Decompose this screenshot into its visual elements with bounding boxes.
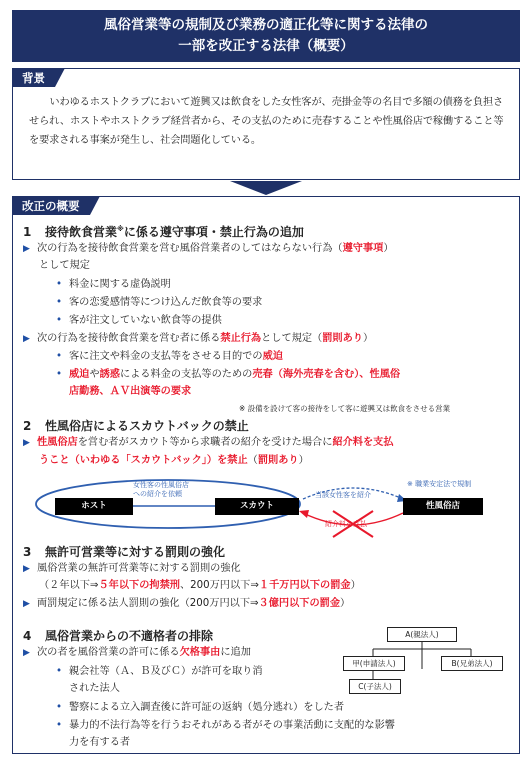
s2-b1-text-c: ） — [298, 455, 309, 466]
s4-b1-text-a: 次の者を風俗営業の許可に係る — [37, 647, 180, 658]
fee-label: 紹介料を支払 — [325, 520, 367, 528]
s1-item-4 — [49, 349, 283, 365]
s1-item-5-cont — [69, 384, 191, 400]
triangle-bullet-icon: ▶ — [23, 438, 30, 448]
s1-bullet-1-cont: として規定 — [39, 260, 90, 271]
overview-panel — [12, 196, 520, 754]
s3-l2-text-b: 、200万円以下⇒ — [179, 580, 259, 591]
section-2-heading — [23, 417, 249, 434]
dot-bullet-icon: • — [55, 351, 62, 362]
s4-item-1 — [49, 664, 263, 680]
s1-item-4-red: 威迫 — [262, 351, 283, 362]
s1-item-2-text: 客の恋愛感情等につけ込んだ飲食等の要求 — [69, 297, 263, 308]
dot-bullet-icon: • — [55, 702, 62, 713]
s4-item-1-text-a: 親会社等（Ａ、Ｂ及びＣ）が許可を取り消 — [69, 666, 263, 677]
title-line-1: 風俗営業等の規制及び業務の適正化等に関する法律の — [104, 17, 428, 33]
s1-item-2 — [49, 295, 262, 311]
scout-box: スカウト — [215, 498, 299, 515]
s2-b1-red-2: 紹介料を支払 — [332, 437, 394, 448]
s4-b1-red: 欠格事由 — [179, 647, 221, 658]
s4-b1-text-b: に追加 — [220, 647, 251, 658]
section-1-number: 1 — [23, 225, 32, 239]
section-1-title-a: 接待飲食営業 — [45, 225, 118, 239]
org-box-c: C(子法人) — [349, 679, 401, 694]
page-title — [12, 10, 520, 62]
s2-b1-red-3: うこと（いわゆる「スカウトバック」）を禁止 — [39, 455, 248, 466]
s1-bullet-1 — [23, 241, 394, 257]
org-box-b: B(兄弟法人) — [441, 656, 503, 671]
section-3-number: 3 — [23, 545, 32, 559]
s1-item-4-text: 客に注文や料金の支払等をさせる目的での — [69, 351, 263, 362]
s4-item-3-cont: 力を有する者 — [69, 737, 131, 748]
s2-b1-text-a: を営む者がスカウト等から求職者の紹介を受けた場合に — [77, 437, 333, 448]
regulation-note: ※ 職業安定法で規制 — [407, 480, 472, 488]
intro-label-1: 女性客の性風俗店 — [133, 481, 189, 489]
triangle-bullet-icon: ▶ — [23, 334, 30, 344]
triangle-bullet-icon: ▶ — [23, 599, 30, 609]
fee-arrow-head-icon — [299, 510, 309, 518]
s2-bullet-1-cont — [39, 453, 309, 469]
s3-l2-red-2: １千万円以下の罰金 — [258, 580, 351, 591]
s1-item-5-text-b: による料金の支払等のための — [119, 369, 253, 380]
s1-item-1-text: 料金に関する虚偽説明 — [69, 279, 171, 290]
section-1-heading — [23, 223, 304, 240]
s1-b2-text-b: として規定（ — [261, 333, 323, 344]
s3-bullet-1 — [23, 561, 241, 577]
s4-bullet-1 — [23, 645, 251, 661]
s1-item-3 — [49, 313, 222, 329]
s4-item-3 — [49, 718, 395, 734]
section-4-number: 4 — [23, 629, 32, 643]
s4-item-3-text-a: 暴力的不法行為等を行うおそれがある者がその事業活動に支配的な影響 — [69, 720, 395, 731]
s2-b1-text-b: （ — [247, 455, 258, 466]
section-4-title: 風俗営業からの不適格者の排除 — [45, 629, 214, 643]
s3-l2-red-1: ５年以下の拘禁刑 — [98, 580, 180, 591]
s3-l2-text-c: ） — [350, 580, 361, 591]
s1-bullet-2 — [23, 331, 373, 347]
s1-item-5-text-a: や — [89, 369, 100, 380]
s1-b1-red: 遵守事項 — [342, 243, 384, 254]
s2-b1-red-1: 性風俗店 — [37, 437, 78, 448]
dot-bullet-icon: • — [55, 369, 62, 380]
s1-item-3-text: 客が注文していない飲食等の提供 — [69, 315, 222, 326]
s4-item-2 — [49, 700, 344, 716]
intro-label — [133, 481, 189, 499]
s1-b2-text-a: 次の行為を接待飲食営業を営む者に係る — [37, 333, 221, 344]
dot-bullet-icon: • — [55, 279, 62, 290]
section-2-number: 2 — [23, 419, 32, 433]
triangle-bullet-icon: ▶ — [23, 564, 30, 574]
background-tab: 背景 — [12, 68, 55, 87]
background-panel — [12, 68, 520, 180]
s4-item-2-text: 警察による立入調査後に許可証の返納（処分逃れ）をした者 — [69, 702, 345, 713]
s3-b2-text-b: ） — [340, 598, 351, 609]
host-box: ホスト — [55, 498, 133, 515]
s3-bullet-1-cont — [39, 578, 361, 594]
dot-bullet-icon: • — [55, 315, 62, 326]
s3-b2-red: ３億円以下の罰金 — [258, 598, 341, 609]
dot-bullet-icon: • — [55, 720, 62, 731]
section-2-title: 性風俗店によるスカウトバックの禁止 — [45, 419, 249, 433]
s1-b1-text-a: 次の行為を接待飲食営業を営む風俗営業者のしてはならない行為（ — [37, 243, 343, 254]
s1-item-5-red-2: 誘惑 — [99, 369, 120, 380]
s3-b2-text-a: 両罰規定に係る法人罰則の強化（200万円以下⇒ — [37, 598, 259, 609]
section-4-heading — [23, 627, 213, 644]
section-1-title-mark: ※ — [117, 225, 124, 233]
s1-item-5-red-3: 売春（海外売春を含む）、性風俗 — [252, 369, 401, 380]
s1-b2-red-2: 罰則あり — [322, 333, 363, 344]
org-box-a: A(親法人) — [387, 627, 457, 642]
s1-item-5-red-4: 店勤務、ＡＶ出演等の要求 — [69, 386, 192, 397]
dot-bullet-icon: • — [55, 666, 62, 677]
section-3-heading — [23, 543, 225, 560]
dot-bullet-icon: • — [55, 297, 62, 308]
s1-item-5 — [49, 367, 400, 383]
referral-label: 当該女性客を紹介 — [315, 491, 371, 499]
down-arrow-icon — [230, 181, 302, 195]
section-3-title: 無許可営業等に対する罰則の強化 — [45, 545, 226, 559]
s1-b2-red-1: 禁止行為 — [220, 333, 262, 344]
s1-b1-text-b: ） — [383, 243, 394, 254]
s3-bullet-2 — [23, 596, 350, 612]
triangle-bullet-icon: ▶ — [23, 648, 30, 658]
s3-l2-text-a: （２年以下⇒ — [39, 580, 99, 591]
section-1-title-b: に係る遵守事項・禁止行為の追加 — [123, 225, 304, 239]
title-line-2: 一部を改正する法律（概要） — [178, 38, 354, 54]
sex-shop-box: 性風俗店 — [403, 498, 483, 515]
overview-tab: 改正の概要 — [12, 196, 90, 215]
s1-item-1 — [49, 277, 171, 293]
s2-b1-red-4: 罰則あり — [257, 455, 299, 466]
intro-label-2: への紹介を依頼 — [133, 490, 182, 498]
s1-b2-text-c: ） — [363, 333, 374, 344]
s3-b1-text: 風俗営業の無許可営業等に対する罰則の強化 — [37, 563, 241, 574]
org-box-ko: 甲(申請法人) — [343, 656, 405, 671]
triangle-bullet-icon: ▶ — [23, 244, 30, 254]
background-text: いわゆるホストクラブにおいて遊興又は飲食をした女性客が、売掛金等の名目で多額の債務を負担させられ、ホストやホストクラブ経営者から、その支払のために売春することや性風俗店で稼働すること等を要求される事案が発生し、社会問題化している。 — [29, 97, 504, 146]
s2-bullet-1 — [23, 435, 394, 451]
s4-item-1-cont: された法人 — [69, 683, 120, 694]
s1-item-5-red-1: 威迫 — [69, 369, 90, 380]
s1-note: ※ 設備を設けて客の接待をして客に遊興又は飲食をさせる営業 — [239, 404, 451, 413]
